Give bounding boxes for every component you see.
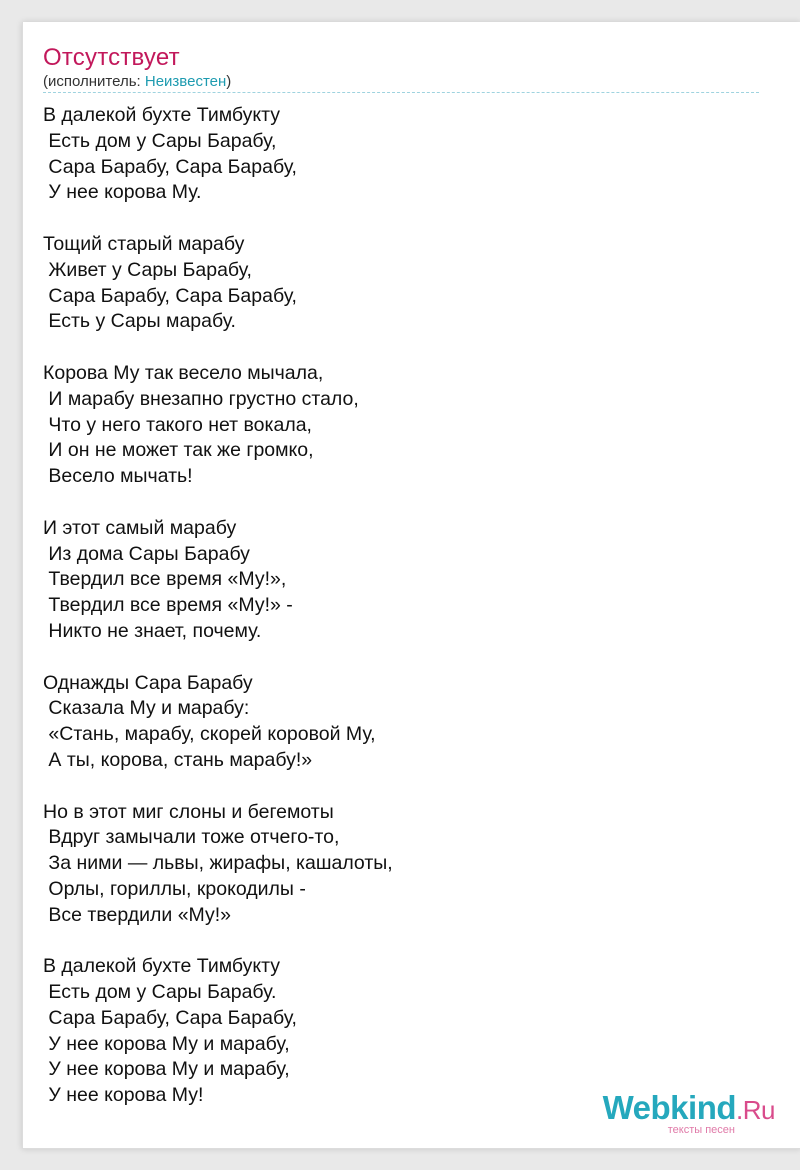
lyric-line: В далекой бухте Тимбукту [43, 104, 281, 126]
stanza-gap [43, 206, 393, 232]
lyric-line: У нее корова Му. [43, 181, 202, 204]
lyric-line: Тощий старый марабу [43, 232, 245, 255]
lyric-line: У нее корова Му! [43, 1084, 204, 1107]
logo-tagline: тексты песен [667, 1124, 735, 1136]
lyrics-text [43, 103, 393, 1109]
lyric-line: Все твердили «Му!» [43, 903, 232, 926]
lyric-line: И этот самый марабу [43, 516, 237, 539]
lyric-line: А ты, корова, стань марабу!» [43, 748, 313, 771]
lyric-line: Корова Му так весело мычала, [43, 361, 324, 384]
stanza-gap [43, 645, 393, 671]
lyric-line: Но в этот миг слоны и бегемоты [43, 800, 334, 823]
lyrics-sheet [22, 22, 800, 1149]
artist-prefix: (исполнитель: [43, 73, 145, 90]
artist-line [43, 73, 231, 90]
logo-tld: .Ru [736, 1095, 775, 1125]
lyric-line: И марабу внезапно грустно стало, [43, 387, 359, 410]
lyric-line: Твердил все время «Му!», [43, 568, 287, 591]
lyric-line: Из дома Сары Барабу [43, 542, 250, 565]
logo-main: Webkind [602, 1089, 737, 1126]
lyric-line: Никто не знает, почему. [43, 619, 262, 642]
webkind-logo[interactable] [603, 1091, 775, 1136]
lyric-line: Есть у Сары марабу. [43, 310, 236, 333]
lyric-line: Сара Барабу, Сара Барабу, [43, 284, 297, 307]
lyric-line: Однажды Сара Барабу [43, 671, 253, 694]
stanza-gap [43, 335, 393, 361]
lyric-line: Есть дом у Сары Барабу. [43, 981, 277, 1004]
stanza-gap [43, 774, 393, 800]
lyric-line: «Стань, марабу, скорей коровой Му, [43, 723, 376, 746]
stanza-gap [43, 490, 393, 516]
lyric-line: Твердил все время «Му!» - [43, 594, 293, 617]
song-title: Отсутствует [43, 44, 180, 71]
lyric-line: У нее корова Му и марабу, [43, 1058, 290, 1081]
lyric-line: Живет у Сары Барабу, [43, 258, 252, 281]
lyric-line: В далекой бухте Тимбукту [43, 955, 281, 978]
lyric-line: Орлы, гориллы, крокодилы - [43, 877, 306, 900]
artist-link[interactable]: Неизвестен [144, 73, 227, 90]
lyric-line: Сара Барабу, Сара Барабу, [43, 1006, 297, 1029]
lyric-line: Весело мычать! [43, 465, 193, 488]
lyric-line: Сара Барабу, Сара Барабу, [43, 155, 297, 178]
lyric-line: Есть дом у Сары Барабу, [43, 129, 277, 152]
stanza-gap [43, 929, 393, 955]
artist-suffix: ) [226, 73, 232, 90]
logo-wordmark [603, 1091, 775, 1127]
lyric-line: У нее корова Му и марабу, [43, 1032, 290, 1055]
lyric-line: За ними — львы, жирафы, кашалоты, [43, 852, 393, 875]
lyric-line: Вдруг замычали тоже отчего-то, [43, 826, 340, 849]
lyric-line: Сказала Му и марабу: [43, 697, 250, 720]
divider [43, 92, 759, 93]
lyric-line: Что у него такого нет вокала, [43, 413, 312, 436]
lyric-line: И он не может так же громко, [43, 439, 314, 462]
